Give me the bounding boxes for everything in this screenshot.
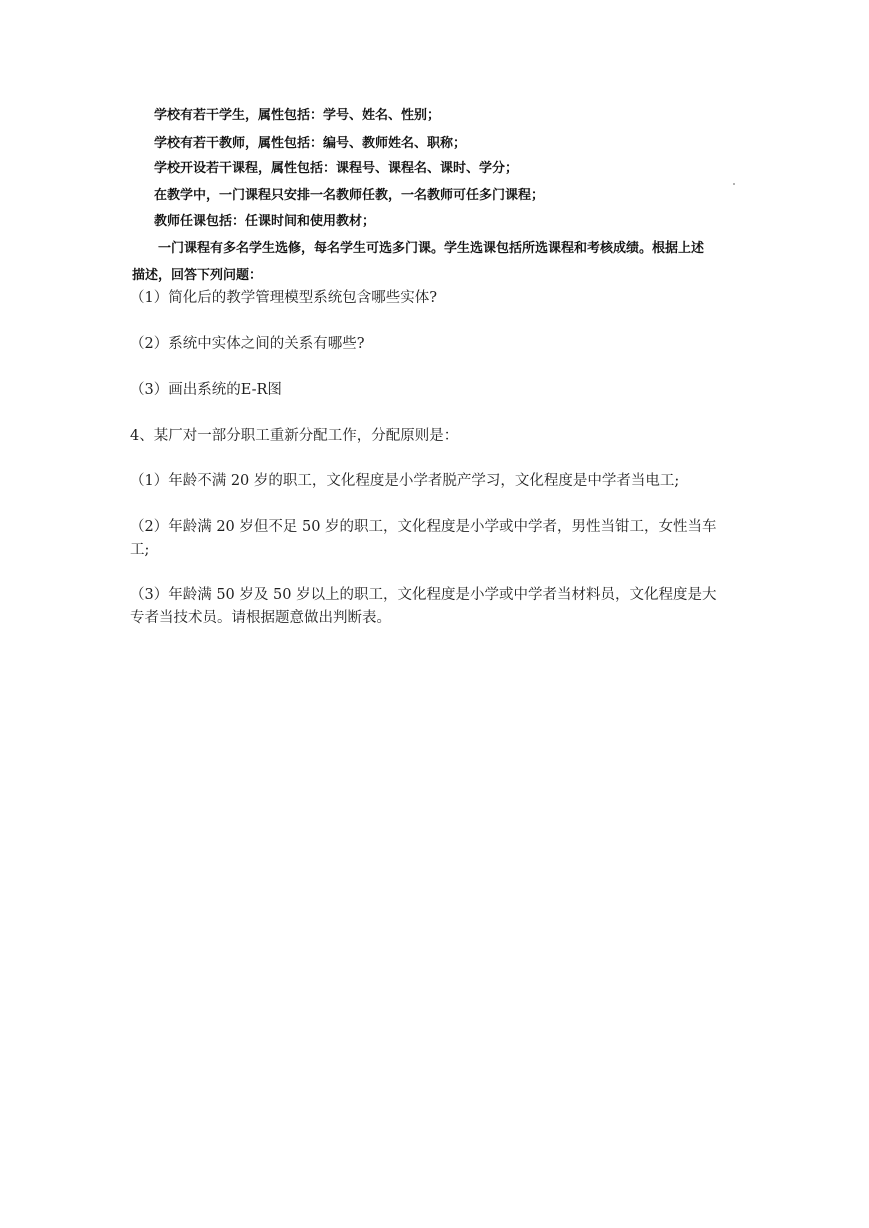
question-2: （2）系统中实体之间的关系有哪些? xyxy=(130,336,365,352)
scan-text-line-3: 学校开设若干课程，属性包括：课程号、课程名、课时、学分； xyxy=(154,161,519,176)
problem-4-rule-2-line-2: 工; xyxy=(130,542,150,558)
problem-4-rule-3-line-1: （3）年龄满 50 岁及 50 岁以上的职工，文化程度是小学或中学者当材料员，文化程度是大 xyxy=(130,587,717,603)
problem-4-rule-1: （1）年龄不满 20 岁的职工，文化程度是小学者脱产学习，文化程度是中学者当电工; xyxy=(130,473,680,489)
problem-4-rule-2-line-1: （2）年龄满 20 岁但不足 50 岁的职工，文化程度是小学或中学者，男性当钳工，女性当车 xyxy=(130,519,717,535)
scan-text-line-5: 教师任课包括：任课时间和使用教材； xyxy=(154,214,376,229)
question-1: （1）简化后的教学管理模型系统包含哪些实体? xyxy=(130,290,437,306)
scan-text-line-6: 一门课程有多名学生选修，每名学生可选多门课。学生选课包括所选课程和考核成绩。根据上述 xyxy=(158,241,705,256)
scan-text-line-4: 在教学中，一门课程只安排一名教师任教，一名教师可任多门课程； xyxy=(154,188,545,203)
scan-text-line-2: 学校有若干教师，属性包括：编号、教师姓名、职称； xyxy=(154,136,467,151)
scan-speck xyxy=(733,183,735,185)
problem-4-title: 4、某厂对一部分职工重新分配工作，分配原则是： xyxy=(130,428,459,444)
scan-text-line-7: 描述，回答下列问题： xyxy=(132,268,263,283)
scan-text-line-1: 学校有若干学生，属性包括：学号、姓名、性别； xyxy=(154,108,441,123)
question-3: （3）画出系统的E-R图 xyxy=(130,382,282,398)
problem-4-rule-3-line-2: 专者当技术员。请根据题意做出判断表。 xyxy=(130,610,391,626)
